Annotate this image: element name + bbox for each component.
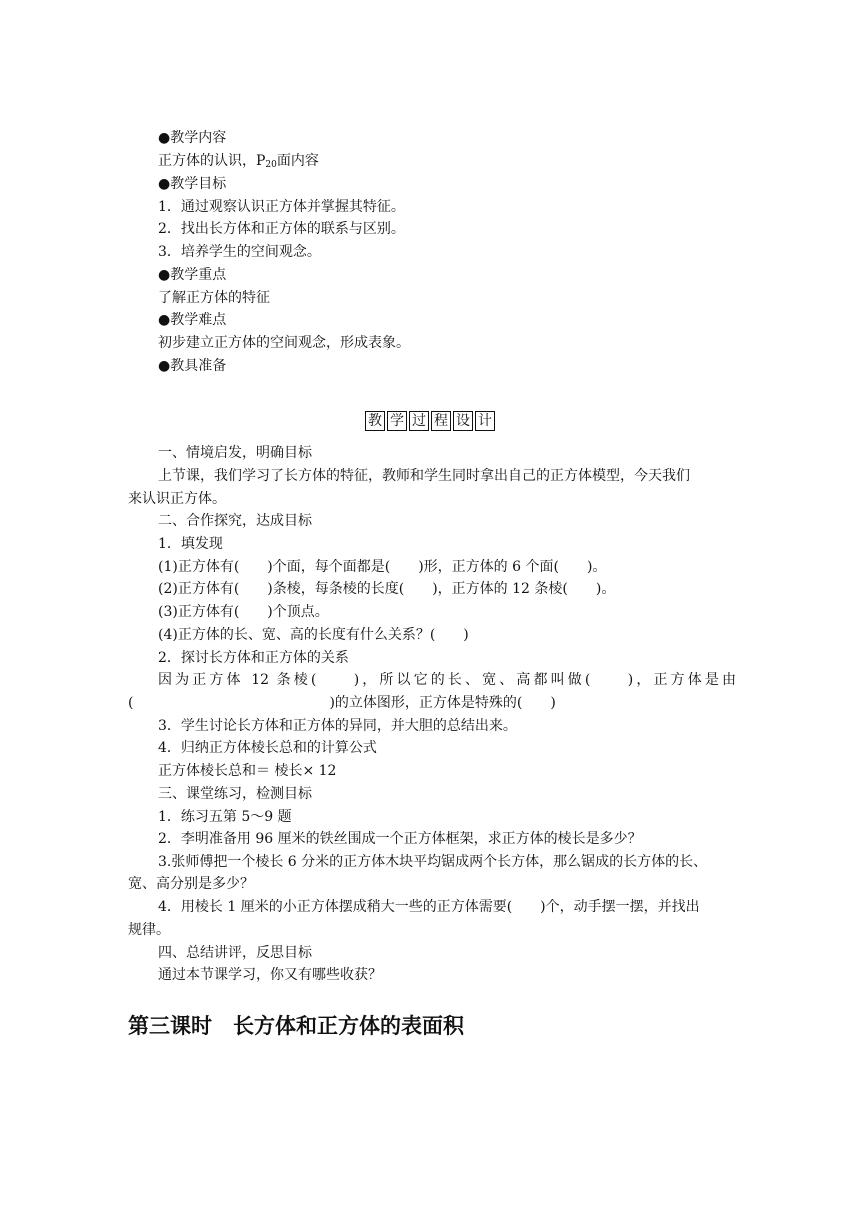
title-char-box: 过 [409, 411, 429, 431]
part2-item: 1．填发现 [158, 536, 223, 552]
difficulty-heading: ●教学难点 [158, 312, 227, 328]
process-design-title [0, 410, 860, 431]
relation-line: ( )的立体图形，正方体是特殊的( ) [128, 695, 556, 711]
part2-item: 3．学生讨论长方体和正方体的异同，并大胆的总结出来。 [158, 718, 517, 734]
fill-question: (1)正方体有( )个面，每个面都是( )形，正方体的 6 个面( )。 [158, 559, 607, 575]
difficulty-text: 初步建立正方体的空间观念，形成表象。 [158, 335, 410, 351]
exercise-item-continued: 规律。 [128, 922, 170, 938]
fill-question: (4)正方体的长、宽、高的长度有什么关系？( ) [158, 627, 469, 643]
part1-paragraph-line: 来认识正方体。 [128, 491, 226, 507]
key-heading: ●教学重点 [158, 267, 227, 283]
exercise-item-continued: 宽、高分别是多少？ [128, 876, 254, 892]
part1-heading: 一、情境启发，明确目标 [158, 445, 312, 461]
goal-item: 1．通过观察认识正方体并掌握其特征。 [158, 199, 405, 215]
exercise-item: 2．李明准备用 96 厘米的铁丝围成一个正方体框架，求正方体的棱长是多少？ [158, 831, 642, 847]
content-page-number: 20 [265, 160, 277, 170]
exercise-item: 3.张师傅把一个棱长 6 分米的正方体木块平均锯成两个长方体，那么锯成的长方体的长、 [158, 854, 708, 870]
title-char-box: 程 [431, 411, 451, 431]
fill-question: (2)正方体有( )条棱，每条棱的长度( )，正方体的 12 条棱( )。 [158, 581, 616, 597]
content-text-b: 面内容 [276, 153, 319, 169]
tools-heading: ●教具准备 [158, 358, 227, 374]
exercise-item: 1．练习五第 5～9 题 [158, 809, 292, 825]
key-text: 了解正方体的特征 [158, 290, 270, 306]
part4-heading: 四、总结讲评，反思目标 [158, 945, 312, 961]
lesson-title: 第三课时 长方体和正方体的表面积 [128, 1014, 464, 1038]
fill-question: (3)正方体有( )个顶点。 [158, 604, 329, 620]
exercise-item: 4．用棱长 1 厘米的小正方体摆成稍大一些的正方体需要( )个，动手摆一摆，并找出 [158, 899, 700, 915]
title-char-box: 设 [453, 411, 473, 431]
formula: 正方体棱长总和＝ 棱长× 12 [158, 763, 337, 779]
relation-line: 因为正方体 12 条棱( )，所以它的长、宽、高都叫做( )，正方体是由 [158, 672, 736, 688]
content-heading: ●教学内容 [158, 130, 227, 146]
part3-heading: 三、课堂练习，检测目标 [158, 786, 312, 802]
goal-item: 2．找出长方体和正方体的联系与区别。 [158, 221, 405, 237]
title-char-box: 计 [475, 411, 495, 431]
part2-item: 2．探讨长方体和正方体的关系 [158, 650, 349, 666]
part1-paragraph-line: 上节课，我们学习了长方体的特征，教师和学生同时拿出自己的正方体模型，今天我们 [158, 468, 690, 484]
content-text [158, 152, 319, 170]
goal-item: 3．培养学生的空间观念。 [158, 244, 321, 260]
content-text-a: 正方体的认识，P [158, 153, 266, 169]
part4-text: 通过本节课学习，你又有哪些收获？ [158, 967, 382, 983]
part2-item: 4．归纳正方体棱长总和的计算公式 [158, 740, 377, 756]
title-char-box: 学 [387, 411, 407, 431]
title-char-box: 教 [365, 411, 385, 431]
part2-heading: 二、合作探究，达成目标 [158, 513, 312, 529]
goals-heading: ●教学目标 [158, 176, 227, 192]
